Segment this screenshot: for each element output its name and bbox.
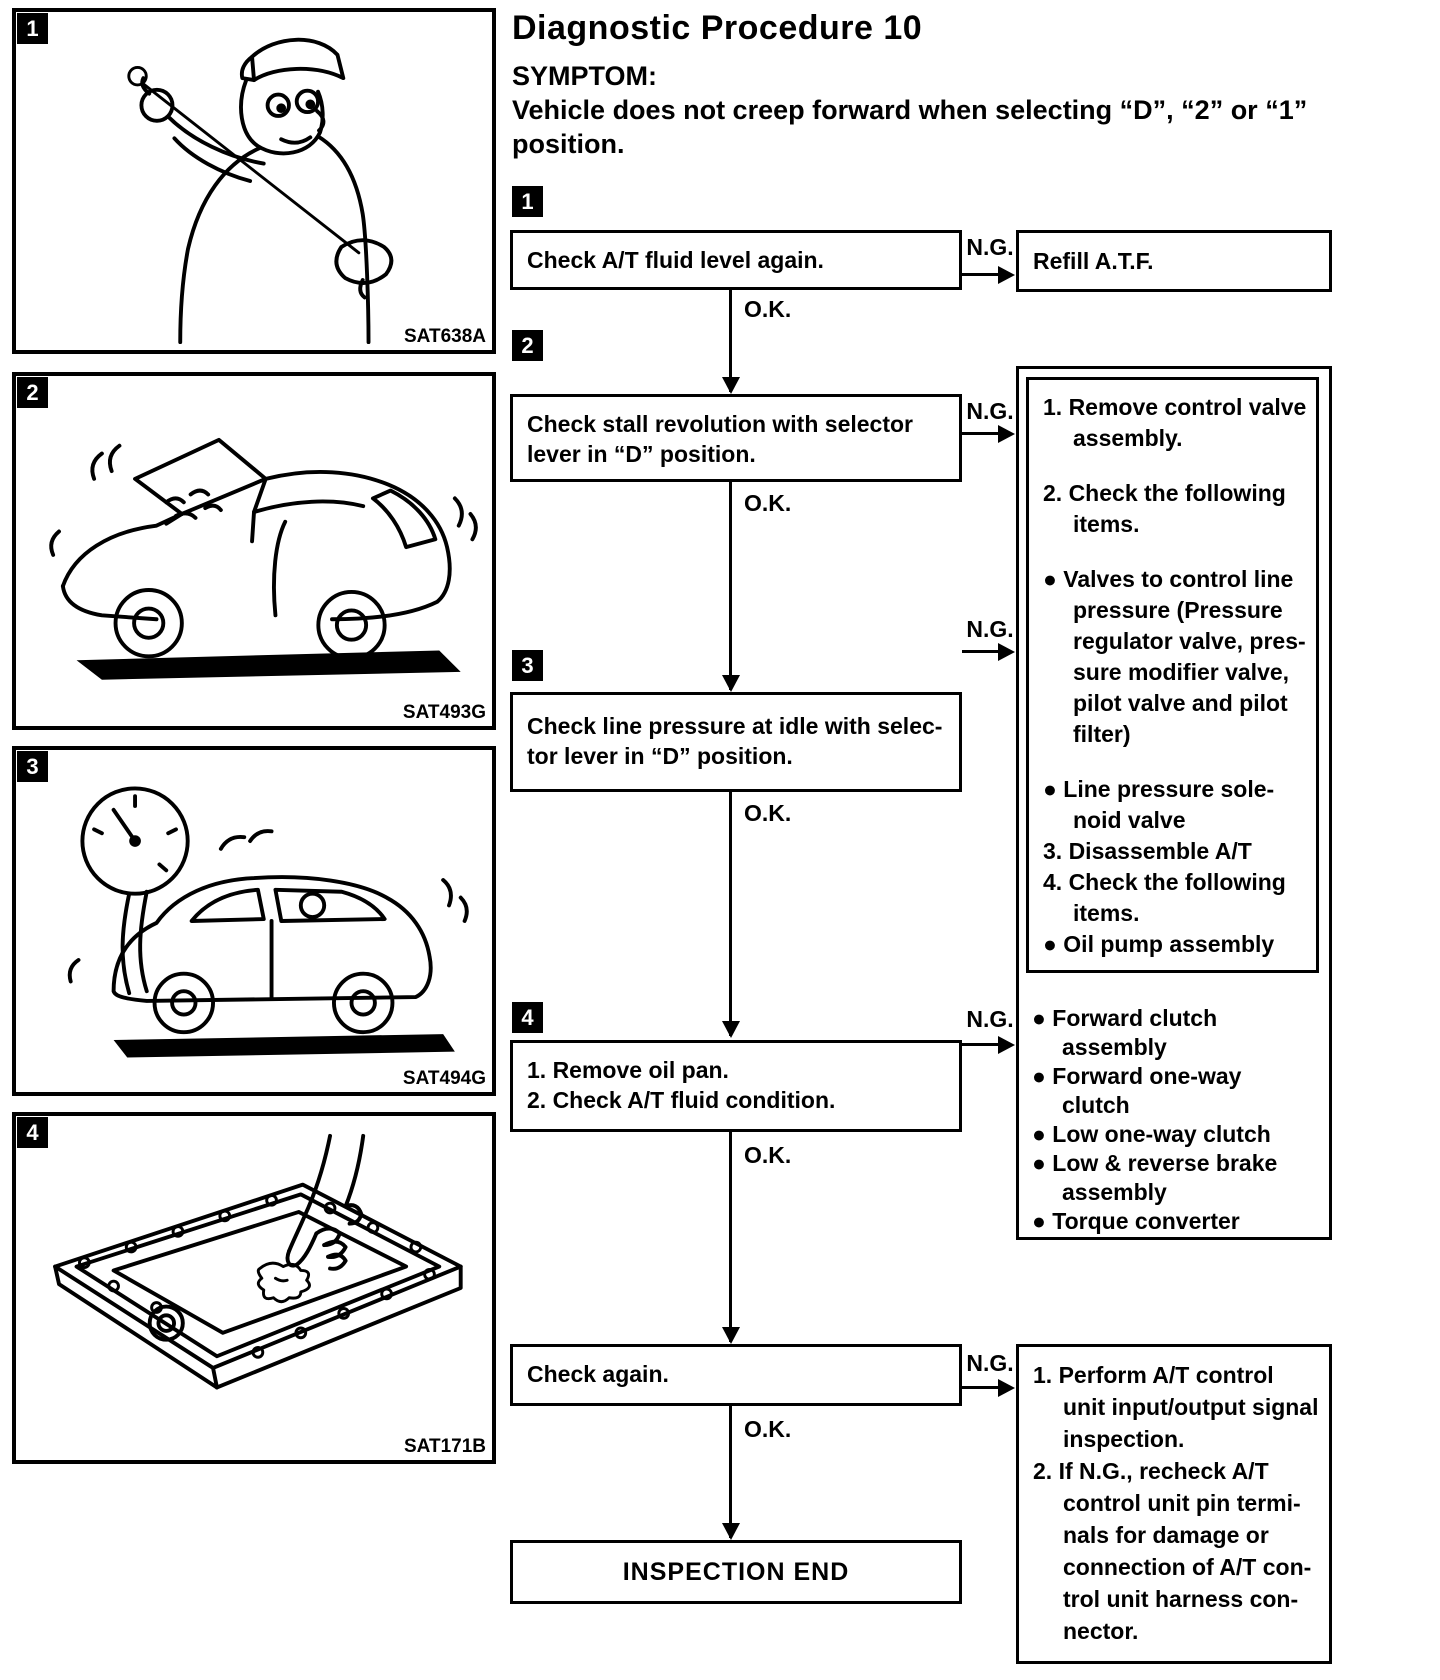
arrow-down-icon <box>722 1523 740 1540</box>
flow-box-check-fluid-level <box>510 230 962 290</box>
symptom-text-line1: Vehicle does not creep forward when selecting “D”, “2” or “1” <box>512 95 1308 125</box>
ok-label: O.K. <box>744 490 792 516</box>
step-badge-3: 3 <box>512 650 543 681</box>
ng-box-line: ● Line pressure sole- <box>1043 776 1275 802</box>
ng-box-line: nector. <box>1063 1618 1139 1644</box>
figure-badge: 2 <box>17 377 48 408</box>
ng-box-line: 3. Disassemble A/T <box>1043 838 1252 864</box>
flow-connector <box>729 482 732 690</box>
arrow-right-icon <box>998 1379 1015 1397</box>
arrow-down-icon <box>722 1021 740 1038</box>
arrow-right-icon <box>998 266 1015 284</box>
ng-box-line: 2. Check the following <box>1043 480 1286 506</box>
step-badge-1: 1 <box>512 186 543 217</box>
arrow-down-icon <box>722 1327 740 1344</box>
figure-code: SAT493G <box>402 702 486 723</box>
ng-box-line: items. <box>1073 511 1140 537</box>
ng-box-line: noid valve <box>1073 807 1186 833</box>
ng-label: N.G. <box>966 234 1014 260</box>
figure-panel-4 <box>12 1112 496 1464</box>
figure-code: SAT494G <box>402 1068 486 1089</box>
figure-panel-2 <box>12 372 496 730</box>
ng-result-inner-box <box>1026 377 1319 973</box>
flow-connector <box>729 1132 732 1342</box>
flow-connector <box>729 1406 732 1538</box>
figure-badge: 4 <box>17 1117 48 1148</box>
flow-box-remove-oil-pan <box>510 1040 962 1132</box>
arrow-right-icon <box>998 1036 1015 1054</box>
ng-box-line: regulator valve, pres- <box>1073 628 1306 654</box>
symptom-text-line2: position. <box>512 129 625 159</box>
ng-box-line: connection of A/T con- <box>1063 1554 1312 1580</box>
flow-box-text: Check A/T fluid level again. <box>527 247 824 273</box>
ng-box-line: 1. Perform A/T control <box>1033 1362 1274 1388</box>
ng-box-line: ● Oil pump assembly <box>1043 931 1275 957</box>
ng-label: N.G. <box>966 398 1014 424</box>
flow-box-text: 1. Remove oil pan. <box>527 1057 729 1083</box>
arrow-down-icon <box>722 377 740 394</box>
ok-label: O.K. <box>744 800 792 826</box>
step-badge-2: 2 <box>512 330 543 361</box>
ng-box-line: ● Forward one-way <box>1032 1063 1242 1089</box>
car-hood-open-illustration <box>20 380 488 722</box>
ng-box-line: items. <box>1073 900 1140 926</box>
ng-box-line: clutch <box>1062 1092 1130 1118</box>
ng-box-line: nals for damage or <box>1063 1522 1269 1548</box>
figure-code: SAT638A <box>403 326 486 347</box>
technician-dipstick-illustration <box>20 16 488 346</box>
flow-box-check-stall-revolution <box>510 394 962 482</box>
ng-box-line: 2. If N.G., recheck A/T <box>1033 1458 1269 1484</box>
figure-badge: 3 <box>17 751 48 782</box>
ok-label: O.K. <box>744 1142 792 1168</box>
ng-box-line: ● Low & reverse brake <box>1032 1150 1278 1176</box>
figure-badge: 1 <box>17 13 48 44</box>
flow-box-check-again <box>510 1344 962 1406</box>
ng-box-line: control unit pin termi- <box>1063 1490 1301 1516</box>
flow-connector <box>729 792 732 1036</box>
ng-box-line: 1. Remove control valve <box>1043 394 1307 420</box>
ng-connector <box>962 1386 1002 1389</box>
ok-label: O.K. <box>744 296 792 322</box>
figure-code: SAT171B <box>403 1436 486 1457</box>
ng-box-line: sure modifier valve, <box>1073 659 1290 685</box>
ng-connector <box>962 1043 1002 1046</box>
ng-connector <box>962 273 1002 276</box>
flow-box-text: Check stall revolution with selector <box>527 411 913 437</box>
symptom-label: SYMPTOM: <box>512 61 658 91</box>
ng-result-box-final <box>1016 1344 1332 1664</box>
ok-label: O.K. <box>744 1416 792 1442</box>
ng-box-line: trol unit harness con- <box>1063 1586 1299 1612</box>
flow-box-text: Refill A.T.F. <box>1033 248 1154 274</box>
ng-box-line: assembly. <box>1073 425 1183 451</box>
oil-pan-inspection-illustration <box>20 1120 488 1456</box>
ng-box-line: pilot valve and pilot <box>1073 690 1288 716</box>
figure-panel-3 <box>12 746 496 1096</box>
flow-box-refill-atf <box>1016 230 1332 292</box>
step-badge-4: 4 <box>512 1002 543 1033</box>
flow-box-text: tor lever in “D” position. <box>527 743 793 769</box>
ng-box-line: ● Valves to control line <box>1043 566 1294 592</box>
ng-label: N.G. <box>966 616 1014 642</box>
flow-box-check-line-pressure <box>510 692 962 792</box>
flow-box-text: 2. Check A/T fluid condition. <box>527 1087 836 1113</box>
ng-box-line: pressure (Pressure <box>1073 597 1283 623</box>
figure-panel-1 <box>12 8 496 354</box>
ng-box-line: unit input/output signal <box>1063 1394 1319 1420</box>
ng-label: N.G. <box>966 1006 1014 1032</box>
ng-result-additional-items <box>1032 1004 1322 1236</box>
ng-box-line: ● Low one-way clutch <box>1032 1121 1271 1147</box>
arrow-right-icon <box>998 425 1015 443</box>
ng-connector <box>962 432 1002 435</box>
arrow-right-icon <box>998 643 1015 661</box>
ng-box-line: filter) <box>1073 721 1131 747</box>
ng-connector <box>962 650 1002 653</box>
ng-box-line: ● Torque converter <box>1032 1208 1240 1234</box>
ng-box-line: 4. Check the following <box>1043 869 1286 895</box>
ng-box-line: inspection. <box>1063 1426 1185 1452</box>
ng-box-line: assembly <box>1062 1179 1167 1205</box>
flow-box-text: lever in “D” position. <box>527 441 756 467</box>
arrow-down-icon <box>722 675 740 692</box>
car-pressure-gauge-illustration <box>20 754 488 1088</box>
flow-box-text: Check again. <box>527 1361 669 1387</box>
flow-box-text: Check line pressure at idle with selec- <box>527 713 943 739</box>
ng-box-line: assembly <box>1062 1034 1167 1060</box>
inspection-end-box: INSPECTION END <box>510 1540 962 1604</box>
ng-box-line: ● Forward clutch <box>1032 1005 1218 1031</box>
ng-label: N.G. <box>966 1350 1014 1376</box>
page-title: Diagnostic Procedure 10 <box>512 9 923 47</box>
